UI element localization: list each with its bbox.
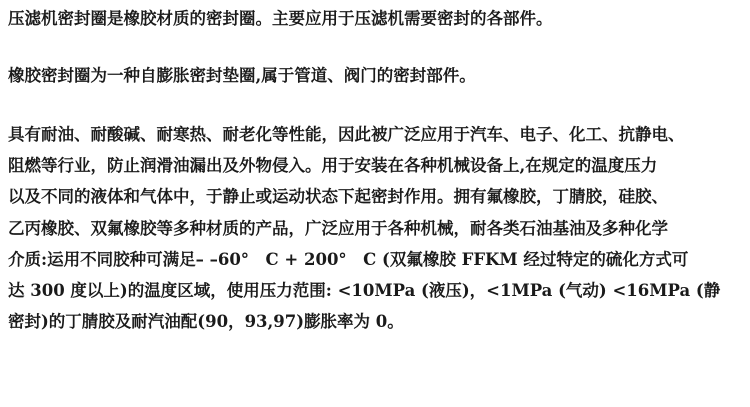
text-line: 橡胶密封圈为一种自膨胀密封垫圈,属于管道、阀门的密封部件。: [8, 66, 476, 85]
text-line: 介质:运用不同胶种可满足– –60° C + 200° C (双氟橡胶 FFKM 经过特定的硫化方式可: [8, 249, 689, 269]
text-line: 压滤机密封圈是橡胶材质的密封圈。主要应用于压滤机需要密封的各部件。: [8, 9, 553, 28]
paragraph-intro: [8, 6, 553, 32]
paragraph-properties: [8, 119, 720, 337]
text-line: 以及不同的液体和气体中，于静止或运动状态下起密封作用。拥有氟橡胶，丁腈胶，硅胶、: [8, 187, 668, 207]
text-line: 具有耐油、耐酸碱、耐寒热、耐老化等性能，因此被广泛应用于汽车、电子、化工、抗静电、: [8, 125, 685, 144]
text-line: 阻燃等行业，防止润滑油漏出及外物侵入。用于安装在各种机械设备上,在规定的温度压力: [8, 156, 658, 176]
text-line: 乙丙橡胶、双氟橡胶等多种材质的产品，广泛应用于各种机械，耐各类石油基油及多种化学: [8, 218, 668, 238]
text-line: 密封)的丁腈胶及耐汽油配(90，93,97)膨胀率为 0。: [8, 312, 404, 332]
text-line: 达 300 度以上)的温度区域，使用压力范围: <10MPa (液压)，<1MPa (气动) <16MPa (静: [8, 281, 721, 301]
paragraph-definition: [8, 63, 476, 89]
